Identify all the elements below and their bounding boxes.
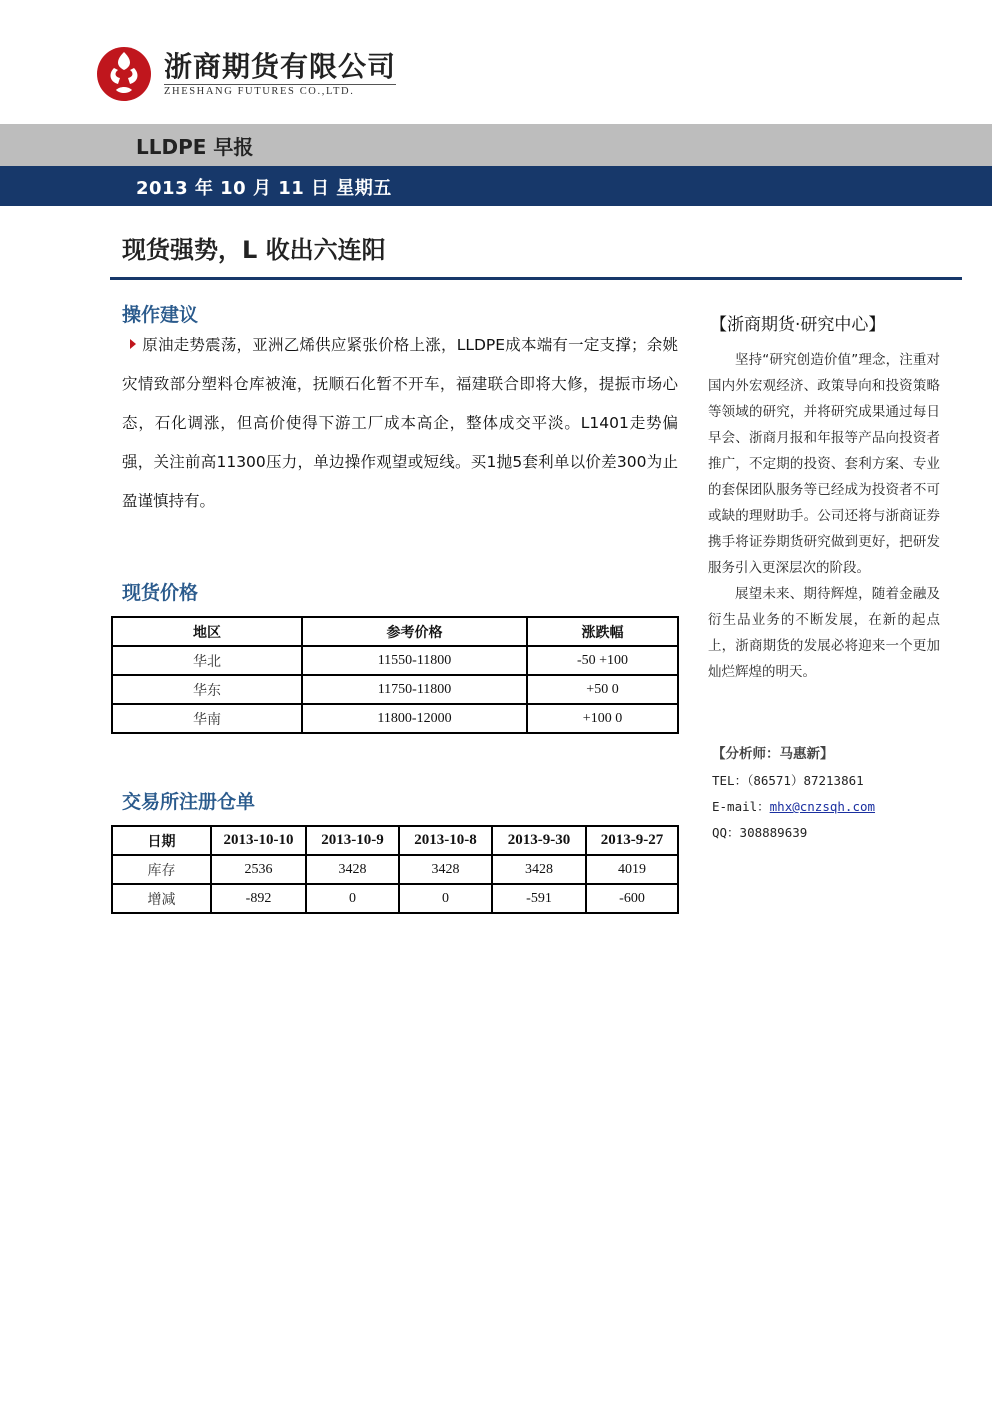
- table-row: [112, 646, 678, 675]
- warehouse-title: 交易所注册仓单: [122, 791, 256, 813]
- table-row: [112, 675, 678, 704]
- col-header: 2013-10-9: [306, 826, 399, 855]
- report-title-band: [0, 124, 992, 166]
- table-header-row: [112, 826, 678, 855]
- cell: -591: [492, 884, 586, 913]
- col-header: 2013-10-10: [211, 826, 306, 855]
- cell: 2536: [211, 855, 306, 884]
- cell: 库存: [112, 855, 211, 884]
- cell: 11550-11800: [302, 646, 527, 675]
- col-header: 地区: [112, 617, 302, 646]
- advice-body: [122, 326, 678, 521]
- bullet-arrow-icon: [130, 339, 136, 349]
- col-header: 涨跌幅: [527, 617, 678, 646]
- company-name-en: ZHESHANG FUTURES CO.,LTD.: [164, 84, 396, 98]
- col-header: 日期: [112, 826, 211, 855]
- advice-title: 操作建议: [122, 304, 199, 326]
- sidebar-paragraph: 坚持“研究创造价值”理念，注重对国内外宏观经济、政策导向和投资策略等领域的研究，并将研究成果通过每日早会、浙商月报和年报等产品向投资者推广，不定期的投资、套利方案、专业的套保团队服务等已经成为投资者不可或缺的理财助手。公司还将与浙商证券携手将证券期货研究做到更好，把研发服务引入更深层次的阶段。: [708, 352, 940, 576]
- research-center-sidebar: [708, 310, 940, 685]
- logo-mark-icon: [96, 46, 152, 102]
- analyst-qq: QQ：308889639: [712, 825, 808, 840]
- sidebar-paragraph: 展望未来、期待辉煌，随着金融及衍生品业务的不断发展，在新的起点上，浙商期货的发展必将迎来一个更加灿烂辉煌的明天。: [708, 586, 940, 680]
- cell: +100 0: [527, 704, 678, 733]
- analyst-email-line: [712, 794, 875, 820]
- table-header-row: [112, 617, 678, 646]
- table-row: [112, 884, 678, 913]
- sidebar-title: 【浙商期货·研究中心】: [710, 315, 886, 335]
- cell: 华北: [112, 646, 302, 675]
- cell: 4019: [586, 855, 678, 884]
- table-row: [112, 855, 678, 884]
- report-title: LLDPE 早报: [136, 135, 254, 159]
- analyst-tel: TEL：（86571）87213861: [712, 773, 864, 788]
- report-date: 2013 年 10 月 11 日 星期五: [136, 178, 392, 199]
- cell: 3428: [399, 855, 492, 884]
- company-logo: [96, 46, 396, 102]
- cell: 3428: [492, 855, 586, 884]
- headline: 现货强势，L 收出六连阳: [122, 236, 386, 264]
- company-name-cn: 浙商期货有限公司: [164, 50, 397, 83]
- table-row: [112, 704, 678, 733]
- cell: 11800-12000: [302, 704, 527, 733]
- cell: 0: [306, 884, 399, 913]
- cell: 11750-11800: [302, 675, 527, 704]
- warehouse-table: [111, 825, 679, 914]
- spot-price-table: [111, 616, 679, 734]
- col-header: 参考价格: [302, 617, 527, 646]
- cell: -892: [211, 884, 306, 913]
- spot-title: 现货价格: [122, 582, 199, 604]
- cell: 增减: [112, 884, 211, 913]
- cell: +50 0: [527, 675, 678, 704]
- cell: 3428: [306, 855, 399, 884]
- analyst-title: 【分析师：马惠新】: [712, 746, 834, 762]
- email-label: E-mail：: [712, 799, 770, 814]
- analyst-email-link[interactable]: mhx@cnzsqh.com: [769, 799, 876, 814]
- advice-text: 原油走势震荡，亚洲乙烯供应紧张价格上涨，LLDPE成本端有一定支撑；余姚灾情致部分塑料仓库被淹，抚顺石化暂不开车，福建联合即将大修，提振市场心态，石化调涨，但高价使得下游工厂成本高企，整体成交平淡。L1401走势偏强，关注前高11300压力，单边操作观望或短线。买1抛5套利单以价差300为止盈谨慎持有。: [122, 336, 678, 510]
- date-band: [0, 166, 992, 206]
- col-header: 2013-9-27: [586, 826, 678, 855]
- col-header: 2013-9-30: [492, 826, 586, 855]
- cell: -600: [586, 884, 678, 913]
- headline-divider: [110, 277, 962, 280]
- analyst-contact: [712, 742, 875, 846]
- cell: -50 +100: [527, 646, 678, 675]
- cell: 华南: [112, 704, 302, 733]
- col-header: 2013-10-8: [399, 826, 492, 855]
- cell: 华东: [112, 675, 302, 704]
- cell: 0: [399, 884, 492, 913]
